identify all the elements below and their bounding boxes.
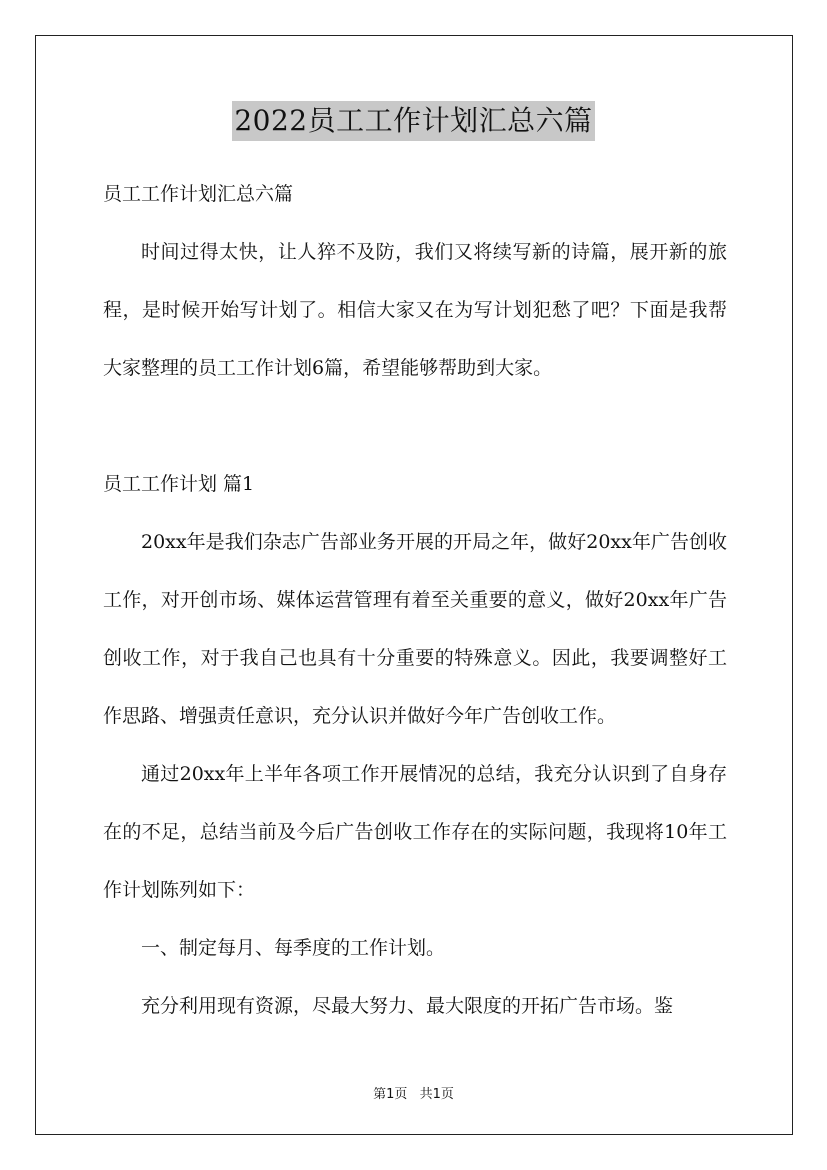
body-paragraph: 充分利用现有资源，尽最大努力、最大限度的开拓广告市场。鉴: [141, 995, 674, 1017]
page-number: 第1页: [373, 1087, 408, 1102]
spacer: [103, 397, 727, 455]
document-subtitle: 员工工作计划汇总六篇: [103, 183, 294, 205]
body-paragraph: 20xx年是我们杂志广告部业务开展的开局之年，做好20xx年广告创收工作，对开创市场、媒体运营管理有着至关重要的意义，做好20xx年广告创收工作，对于我自己也具有十分重要的特殊意义。因此，我要调整好工作思路、增强责任意识，充分认识并做好今年广告创收工作。: [103, 531, 727, 727]
section-heading: 员工工作计划 篇1: [103, 473, 255, 495]
body-paragraph: 一、制定每月、每季度的工作计划。: [141, 937, 446, 959]
title-container: [0, 101, 827, 141]
page-footer: [0, 1083, 827, 1102]
page-total: 共1页: [419, 1087, 454, 1102]
document-body: [103, 165, 727, 1035]
document-title: 2022员工工作计划汇总六篇: [232, 101, 594, 141]
body-paragraph: 通过20xx年上半年各项工作开展情况的总结，我充分认识到了自身存在的不足，总结当前及今后广告创收工作存在的实际问题，我现将10年工作计划陈列如下：: [103, 763, 727, 901]
intro-paragraph: 时间过得太快，让人猝不及防，我们又将续写新的诗篇，展开新的旅程，是时候开始写计划了。相信大家又在为写计划犯愁了吧？下面是我帮大家整理的员工工作计划6篇，希望能够帮助到大家。: [103, 241, 727, 379]
